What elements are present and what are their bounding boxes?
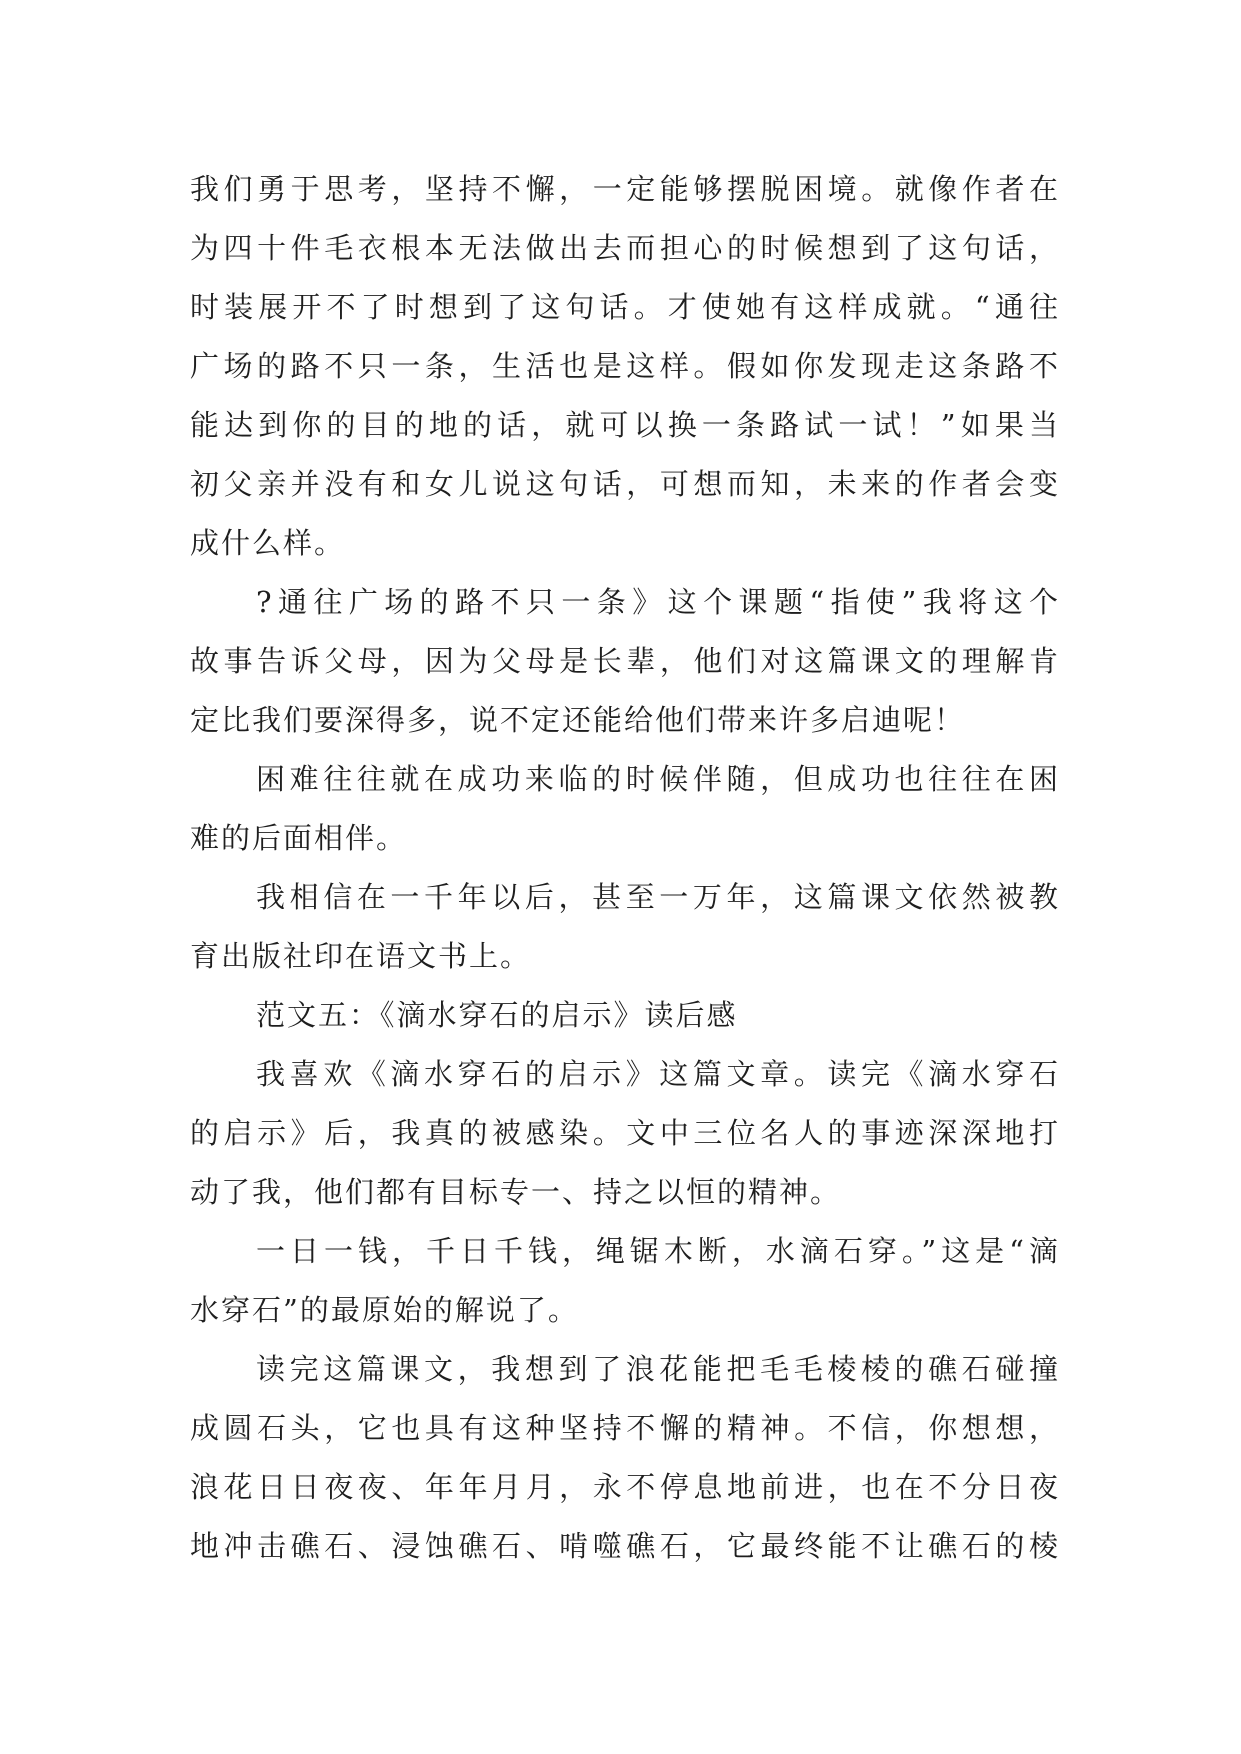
text-line: 故事告诉父母，因为父母是长辈，他们对这篇课文的理解肯	[190, 644, 1060, 678]
text-line: 初父亲并没有和女儿说这句话，可想而知，未来的作者会变	[190, 467, 1060, 501]
text-line: 一日一钱，千日千钱，绳锯木断，水滴石穿。”这是“滴	[256, 1234, 1060, 1268]
text-line: 广场的路不只一条，生活也是这样。假如你发现走这条路不	[190, 349, 1060, 383]
text-line: 地冲击礁石、浸蚀礁石、啃噬礁石，它最终能不让礁石的棱	[190, 1529, 1060, 1563]
text-line: 读完这篇课文，我想到了浪花能把毛毛棱棱的礁石碰撞	[256, 1352, 1060, 1386]
text-line: 定比我们要深得多，说不定还能给他们带来许多启迪呢！	[190, 703, 966, 737]
text-line: ?通往广场的路不只一条》这个课题“指使”我将这个	[256, 585, 1060, 619]
text-line: 范文五：《滴水穿石的启示》读后感	[256, 998, 738, 1032]
text-line: 浪花日日夜夜、年年月月，永不停息地前进，也在不分日夜	[190, 1470, 1060, 1504]
text-line: 时装展开不了时想到了这句话。才使她有这样成就。“通往	[190, 290, 1060, 324]
text-line: 能达到你的目的地的话，就可以换一条路试一试！”如果当	[190, 408, 1060, 442]
text-line: 为四十件毛衣根本无法做出去而担心的时候想到了这句话，	[190, 231, 1060, 265]
text-line: 成什么样。	[190, 526, 346, 560]
text-line: 的启示》后，我真的被感染。文中三位名人的事迹深深地打	[190, 1116, 1060, 1150]
text-line: 动了我，他们都有目标专一、持之以恒的精神。	[190, 1175, 842, 1209]
text-line: 难的后面相伴。	[190, 821, 408, 855]
text-line: 我们勇于思考，坚持不懈，一定能够摆脱困境。就像作者在	[190, 172, 1060, 206]
text-line: 成圆石头，它也具有这种坚持不懈的精神。不信，你想想，	[190, 1411, 1060, 1445]
body-text	[190, 160, 1060, 1576]
text-line: 水穿石”的最原始的解说了。	[190, 1293, 579, 1327]
text-line: 困难往往就在成功来临的时候伴随，但成功也往往在困	[256, 762, 1060, 796]
text-line: 我喜欢《滴水穿石的启示》这篇文章。读完《滴水穿石	[256, 1057, 1060, 1091]
text-line: 我相信在一千年以后，甚至一万年，这篇课文依然被教	[256, 880, 1060, 914]
text-line: 育出版社印在语文书上。	[190, 939, 532, 973]
